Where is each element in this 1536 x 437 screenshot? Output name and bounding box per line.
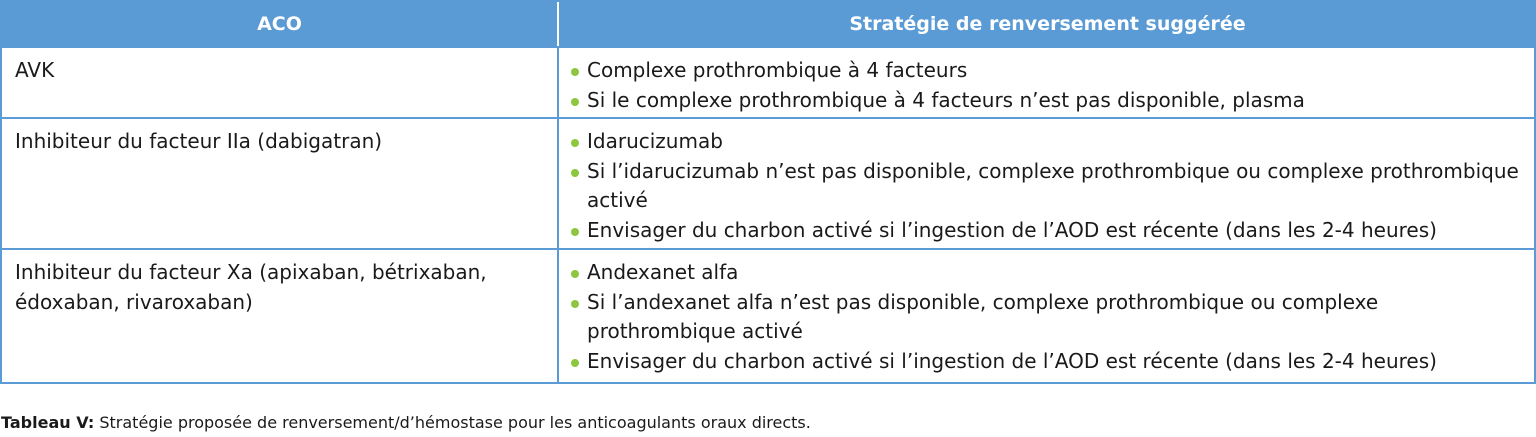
row-2-aco: Inhibiteur du facteur IIa (dabigatran) <box>2 117 559 248</box>
bullet-icon <box>571 169 579 177</box>
caption-text: Stratégie proposée de renversement/d’hémostase pour les anticoagulants oraux directs. <box>94 413 811 432</box>
header-aco: ACO <box>2 2 559 46</box>
strategy-text: Idarucizumab <box>587 129 723 153</box>
list-item <box>571 127 1524 157</box>
bullet-icon <box>571 228 579 236</box>
bullet-icon <box>571 98 579 106</box>
list-item <box>571 157 1524 216</box>
row-3-aco: Inhibiteur du facteur Xa (apixaban, bétrixaban, édoxaban, rivaroxaban) <box>2 248 559 382</box>
bullet-icon <box>571 139 579 147</box>
strategy-text: Si l’andexanet alfa n’est pas disponible, complexe prothrombique ou complexe prothrombique activé <box>587 289 1379 343</box>
row-2-strategies <box>559 117 1536 248</box>
table-caption <box>1 413 811 432</box>
strategy-text: Si le complexe prothrombique à 4 facteurs n’est pas disponible, plasma <box>587 87 1305 112</box>
strategy-text: Envisager du charbon activé si l’ingestion de l’AOD est récente (dans les 2-4 heures) <box>587 217 1437 242</box>
list-item <box>571 288 1524 347</box>
row-1-strategies <box>559 46 1536 117</box>
strategy-text: Si l’idarucizumab n’est pas disponible, complexe prothrombique ou complexe prothrombique activé <box>587 158 1519 212</box>
strategy-text: Envisager du charbon activé si l’ingestion de l’AOD est récente (dans les 2-4 heures) <box>587 348 1437 373</box>
list-item <box>571 86 1524 116</box>
list-item <box>571 347 1524 377</box>
strategy-text: Andexanet alfa <box>587 260 739 284</box>
bullet-icon <box>571 68 579 76</box>
list-item <box>571 258 1524 288</box>
list-item <box>571 216 1524 246</box>
caption-label: Tableau V: <box>1 413 95 432</box>
row-1-aco: AVK <box>2 46 559 117</box>
row-3-strategies <box>559 248 1536 382</box>
list-item <box>571 56 1524 86</box>
bullet-icon <box>571 270 579 278</box>
bullet-icon <box>571 359 579 367</box>
header-strategy: Stratégie de renversement suggérée <box>559 2 1536 46</box>
bullet-icon <box>571 300 579 308</box>
strategy-text: Complexe prothrombique à 4 facteurs <box>587 58 968 82</box>
